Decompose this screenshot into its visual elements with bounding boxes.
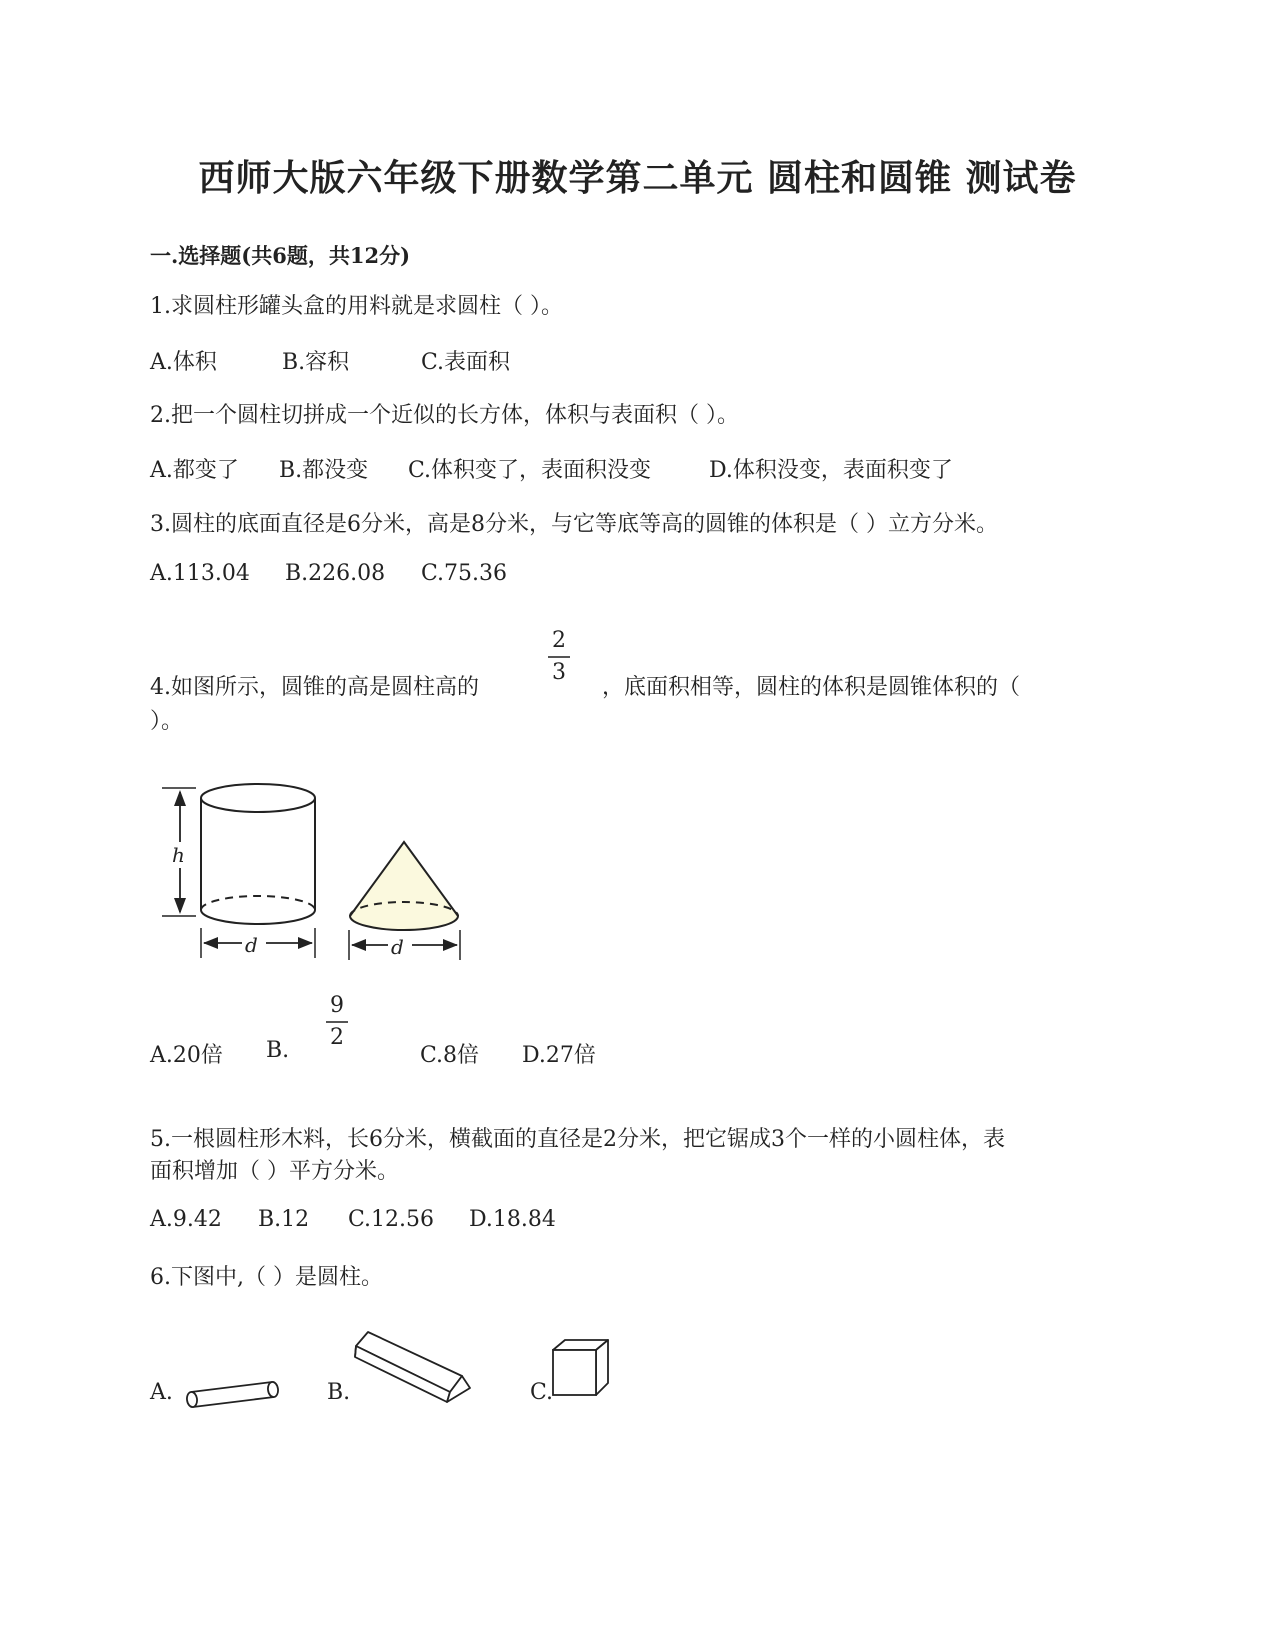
question-4-stem-line2: ）。 <box>150 709 184 734</box>
question-2-option-a: A.都变了 <box>150 458 239 483</box>
question-4-option-a: A.20倍 <box>150 1043 223 1068</box>
fraction-bar <box>326 1021 348 1023</box>
question-5-option-b: B.12 <box>258 1207 310 1232</box>
question-1-option-a: A.体积 <box>150 350 217 375</box>
question-5-option-a: A.9.42 <box>150 1207 222 1232</box>
prism-bar-icon <box>352 1330 477 1415</box>
question-5-stem-line2: 面积增加（ ）平方分米。 <box>150 1159 399 1184</box>
question-4-option-b: B. <box>266 1038 290 1063</box>
question-2-option-b: B.都没变 <box>279 458 369 483</box>
question-4-fraction <box>548 628 570 686</box>
rod-cylinder-icon <box>184 1373 284 1413</box>
question-4-option-c: C.8倍 <box>420 1043 480 1068</box>
question-2-option-d: D.体积没变，表面积变了 <box>709 458 953 483</box>
fraction-denominator: 3 <box>552 659 566 685</box>
question-4-option-d: D.27倍 <box>522 1043 596 1068</box>
question-1-option-b: B.容积 <box>282 350 350 375</box>
question-4-stem-part1: 4.如图所示，圆锥的高是圆柱高的 <box>150 675 479 700</box>
question-1-option-c: C.表面积 <box>421 350 511 375</box>
cylinder-diameter-label: d <box>245 933 258 957</box>
question-3-option-b: B.226.08 <box>285 561 386 586</box>
question-5-stem-line1: 5.一根圆柱形木料，长6分米，横截面的直径是2分米，把它锯成3个一样的小圆柱体，表 <box>150 1127 1005 1152</box>
question-5-option-d: D.18.84 <box>469 1207 556 1232</box>
page-title: 西师大版六年级下册数学第二单元 圆柱和圆锥 测试卷 <box>198 157 1077 199</box>
question-3-option-a: A.113.04 <box>150 561 250 586</box>
question-1-stem: 1.求圆柱形罐头盒的用料就是求圆柱（ ）。 <box>150 294 563 319</box>
cylinder-cone-figure <box>150 780 480 970</box>
question-5-option-c: C.12.56 <box>348 1207 435 1232</box>
question-3-option-c: C.75.36 <box>421 561 508 586</box>
fraction-numerator: 2 <box>552 628 566 653</box>
question-4-option-b-fraction <box>326 993 348 1051</box>
question-6-option-b: B. <box>327 1380 351 1405</box>
question-6-stem: 6.下图中,（ ）是圆柱。 <box>150 1265 383 1290</box>
section-heading: 一.选择题(共6题，共12分) <box>150 243 411 268</box>
fraction-numerator: 9 <box>330 993 344 1018</box>
question-6-option-a: A. <box>150 1380 173 1405</box>
fraction-bar <box>548 656 570 658</box>
height-label: h <box>172 843 185 867</box>
fraction-denominator: 2 <box>330 1024 344 1050</box>
question-3-stem: 3.圆柱的底面直径是6分米，高是8分米，与它等底等高的圆锥的体积是（ ）立方分米。 <box>150 512 998 537</box>
question-6-option-c: C. <box>530 1380 554 1405</box>
cone-diameter-label: d <box>391 935 404 959</box>
question-2-stem: 2.把一个圆柱切拼成一个近似的长方体，体积与表面积（ ）。 <box>150 403 739 428</box>
question-2-option-c: C.体积变了，表面积没变 <box>408 458 652 483</box>
question-4-stem-part2: ，底面积相等，圆柱的体积是圆锥体积的（ <box>602 675 1021 700</box>
cube-icon <box>550 1337 615 1407</box>
